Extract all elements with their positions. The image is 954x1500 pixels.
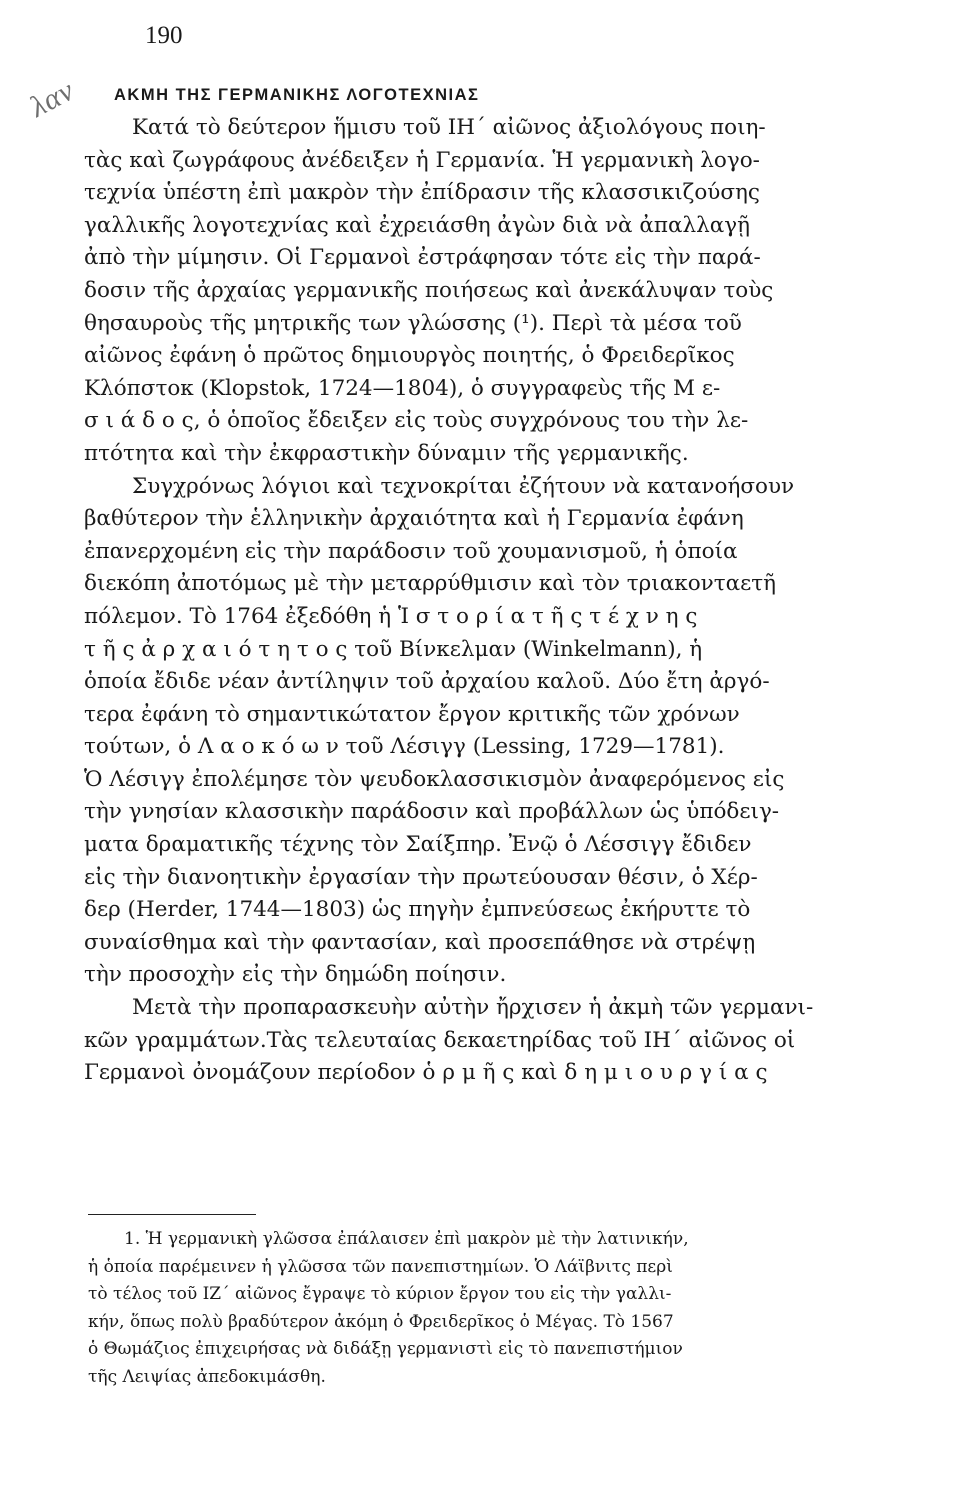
footnote-line: τὸ τέλος τοῦ ΙΖ΄ αἰῶνος ἔγραψε τὸ κύριον ἔργον του εἰς τὴν γαλλι- — [88, 1284, 672, 1304]
text-line: δερ (Herder, 1744—1803) ὡς πηγὴν ἐμπνεύσεως ἐκήρυττε τὸ — [84, 897, 751, 923]
footnote-divider — [88, 1214, 256, 1215]
text-line: θησαυροὺς τῆς μητρικῆς των γλώσσης (¹). Περὶ τὰ μέσα τοῦ — [84, 310, 742, 336]
text-line: ματα δραματικῆς τέχνης τὸν Σαίξπηρ. Ἐνῷ ὁ Λέσσιγγ ἔδιδεν — [84, 832, 752, 858]
text-line: ὁποία ἔδιδε νέαν ἀντίληψιν τοῦ ἀρχαίου καλοῦ. Δύο ἔτη ἀργό- — [84, 669, 770, 695]
text-line: διεκόπη ἀποτόμως μὲ τὴν μεταρρύθμισιν καὶ τὸν τριακονταετῆ — [84, 571, 777, 597]
text-line: βαθύτερον τὴν ἑλληνικὴν ἀρχαιότητα καὶ ἡ Γερμανία ἐφάνη — [84, 506, 744, 532]
text-line: Συγχρόνως λόγιοι καὶ τεχνοκρίται ἐζήτουν νὰ κατανοήσουν — [132, 473, 795, 499]
text-line: τ ῆ ς ἀ ρ χ α ι ό τ η τ ο ς τοῦ Βίνκελμαν (Winkelmann), ἡ — [84, 636, 703, 662]
text-line: κῶν γραμμάτων.Τὰς τελευταίας δεκαετηρίδας τοῦ ΙΗ΄ αἰῶνος οἱ — [84, 1027, 796, 1053]
text-line: Κατά τὸ δεύτερον ἥμισυ τοῦ ΙΗ΄ αἰῶνος ἀξιολόγους ποιη- — [132, 115, 766, 140]
text-line: γαλλικῆς λογοτεχνίας καὶ ἐχρειάσθη ἀγὼν διὰ νὰ ἀπαλλαγῇ — [84, 212, 751, 238]
text-line: τεχνία ὑπέστη ἐπὶ μακρὸν τὴν ἐπίδρασιν τῆς κλασσικιζούσης — [84, 180, 760, 206]
text-line: τούτων, ὁ Λ α ο κ ό ω ν τοῦ Λέσιγγ (Lessing, 1729—1781). — [84, 734, 725, 760]
text-line: δοσιν τῆς ἀρχαίας γερμανικῆς ποιήσεως καὶ ἀνεκάλυψαν τοὺς — [84, 277, 774, 303]
text-line: συναίσθημα καὶ τὴν φαντασίαν, καὶ προσεπάθησε νὰ στρέψῃ — [84, 929, 756, 955]
text-line: τὴν γνησίαν κλασσικὴν παράδοσιν καὶ προβάλλων ὡς ὑπόδειγ- — [84, 799, 780, 825]
page-number: 190 — [145, 22, 183, 49]
text-line: τερα ἐφάνη τὸ σημαντικώτατον ἔργον κριτικῆς τῶν χρόνων — [84, 701, 740, 727]
text-line: σ ι ά δ ο ς, ὁ ὁποῖος ἔδειξεν εἰς τοὺς συγχρόνους του τὴν λε- — [84, 408, 749, 434]
footnote-line: ὁ Θωμάζιος ἐπιχειρήσας νὰ διδάξῃ γερμανιστὶ εἰς τὸ πανεπιστήμιον — [88, 1339, 683, 1359]
running-head: ΑΚΜΗ ΤΗΣ ΓΕΡΜΑΝΙΚΗΣ ΛΟΓΟΤΕΧΝΙΑΣ — [114, 86, 480, 104]
text-line: πόλεμον. Τὸ 1764 ἐξεδόθη ἡ Ἱ σ τ ο ρ ί α τ ῆ ς τ έ χ ν η ς — [84, 603, 698, 629]
text-line: Κλόπστοκ (Klopstok, 1724—1804), ὁ συγγραφεὺς τῆς Μ ε- — [84, 375, 721, 401]
text-line: Ὁ Λέσιγγ ἐπολέμησε τὸν ψευδοκλασσικισμὸν ἀναφερόμενος εἰς — [84, 766, 785, 792]
footnote-line: 1. Ἡ γερμανικὴ γλῶσσα ἐπάλαισεν ἐπὶ μακρὸν μὲ τὴν λατινικήν, — [124, 1229, 689, 1249]
text-line: πτότητα καὶ τὴν ἐκφραστικὴν δύναμιν τῆς γερμανικῆς. — [84, 440, 689, 466]
footnote-line: ἡ ὁποία παρέμεινεν ἡ γλῶσσα τῶν πανεπιστημίων. Ὁ Λάϊβνιτς περὶ — [88, 1256, 673, 1277]
text-line: τὰς καὶ ζωγράφους ἀνέδειξεν ἡ Γερμανία. Ἡ γερμανικὴ λογο- — [84, 147, 760, 173]
text-line: τὴν προσοχὴν εἰς τὴν δημώδη ποίησιν. — [84, 962, 507, 988]
body-text — [84, 112, 904, 1090]
text-line: εἰς τὴν διανοητικὴν ἐργασίαν τὴν πρωτεύουσαν θέσιν, ὁ Χέρ- — [84, 864, 758, 890]
footnote-line: τῆς Λειψίας ἀπεδοκιμάσθη. — [88, 1366, 326, 1387]
footnotes — [88, 1226, 888, 1391]
handwritten-margin-note: λαν — [24, 73, 80, 124]
footnote-line: κήν, ὅπως πολὺ βραδύτερον ἀκόμη ὁ Φρειδερῖκος ὁ Μέγας. Τὸ 1567 — [88, 1311, 674, 1332]
text-line: Μετὰ τὴν προπαρασκευὴν αὐτὴν ἤρχισεν ἡ ἀκμὴ τῶν γερμανι- — [132, 995, 814, 1021]
text-line: Γερμανοὶ ὀνομάζουν περίοδον ὁ ρ μ ῆ ς καὶ δ η μ ι ο υ ρ γ ί α ς — [84, 1060, 768, 1086]
text-line: ἐπανερχομένη εἰς τὴν παράδοσιν τοῦ χουμανισμοῦ, ἡ ὁποία — [84, 538, 738, 564]
text-line: ἀπὸ τὴν μίμησιν. Οἱ Γερμανοὶ ἐστράφησαν τότε εἰς τὴν παρά- — [84, 245, 761, 271]
text-line: αἰῶνος ἐφάνη ὁ πρῶτος δημιουργὸς ποιητής, ὁ Φρειδερῖκος — [84, 343, 735, 369]
